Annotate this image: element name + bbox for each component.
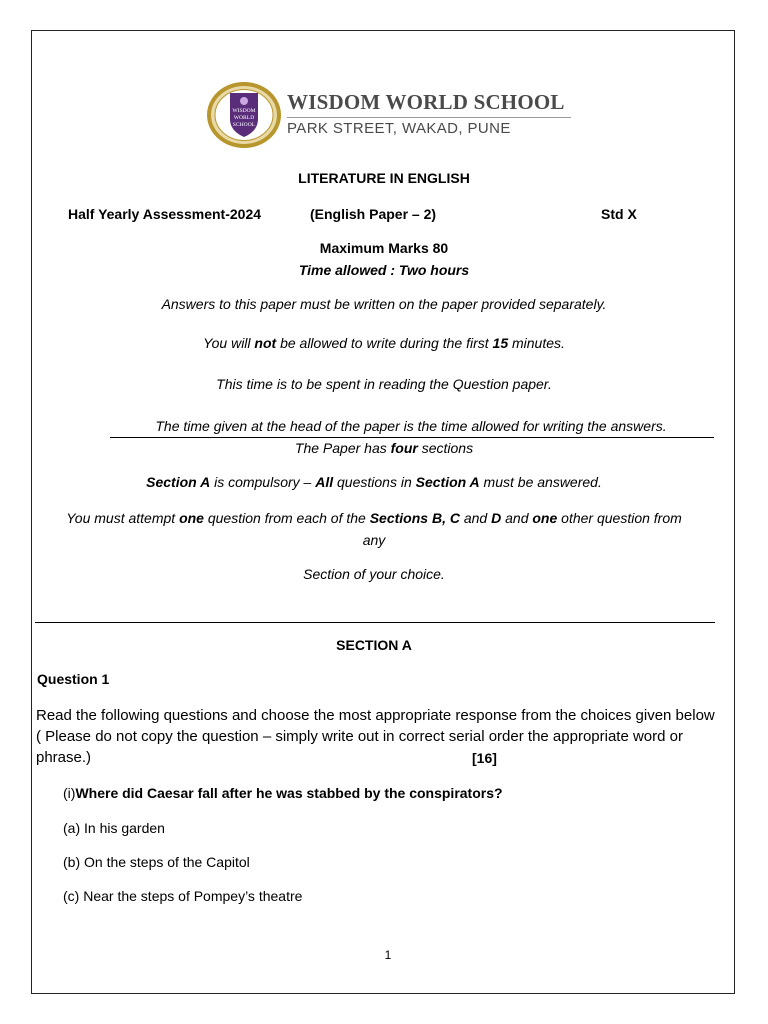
question-1-intro: Read the following questions and choose the most appropriate response from the choices given below ( Please do not copy the question – simply write out in correct serial order the appropriate word or phrase.) xyxy=(36,707,715,766)
instruction-underline xyxy=(110,437,714,438)
option-a: (a) In his garden xyxy=(63,820,165,836)
school-seal-logo xyxy=(206,81,282,149)
page-number: 1 xyxy=(384,948,392,962)
question-1-marks: [16] xyxy=(472,750,497,766)
paper-name: (English Paper – 2) xyxy=(310,206,437,222)
svg-text:SCHOOL: SCHOOL xyxy=(232,122,256,128)
svg-text:WORLD: WORLD xyxy=(233,115,255,121)
section-divider xyxy=(35,622,715,623)
maximum-marks: Maximum Marks 80 xyxy=(319,240,449,256)
subject-title: LITERATURE IN ENGLISH xyxy=(298,170,470,186)
instruction-line-6: Section A is compulsory – All questions in Section A must be answered. xyxy=(146,474,602,490)
school-name: WISDOM WORLD SCHOOL xyxy=(287,90,565,114)
instruction-line-5: The Paper has four sections xyxy=(294,440,474,456)
logo-divider xyxy=(287,117,571,118)
option-b: (b) On the steps of the Capitol xyxy=(63,854,250,870)
instruction-line-7: You must attempt one question from each of the Sections B, C and D and one other question from xyxy=(66,510,682,526)
time-allowed: Time allowed : Two hours xyxy=(298,262,470,278)
instruction-line-9: Section of your choice. xyxy=(303,566,445,582)
question-i: (i)Where did Caesar fall after he was stabbed by the conspirators? xyxy=(63,785,503,801)
option-c: (c) Near the steps of Pompey’s theatre xyxy=(63,888,303,904)
question-1-label: Question 1 xyxy=(37,671,110,687)
assessment-name: Half Yearly Assessment-2024 xyxy=(68,206,262,222)
instruction-line-2: You will not be allowed to write during the first 15 minutes. xyxy=(203,335,565,351)
instruction-line-4: The time given at the head of the paper is the time allowed for writing the answers. xyxy=(155,418,667,434)
svg-text:WISDOM: WISDOM xyxy=(232,108,256,114)
instruction-line-8: any xyxy=(362,532,386,548)
instruction-line-1: Answers to this paper must be written on the paper provided separately. xyxy=(161,296,607,312)
standard: Std X xyxy=(601,206,637,222)
section-a-title: SECTION A xyxy=(336,637,412,653)
school-address: PARK STREET, WAKAD, PUNE xyxy=(287,120,511,137)
instruction-line-3: This time is to be spent in reading the Question paper. xyxy=(216,376,552,392)
